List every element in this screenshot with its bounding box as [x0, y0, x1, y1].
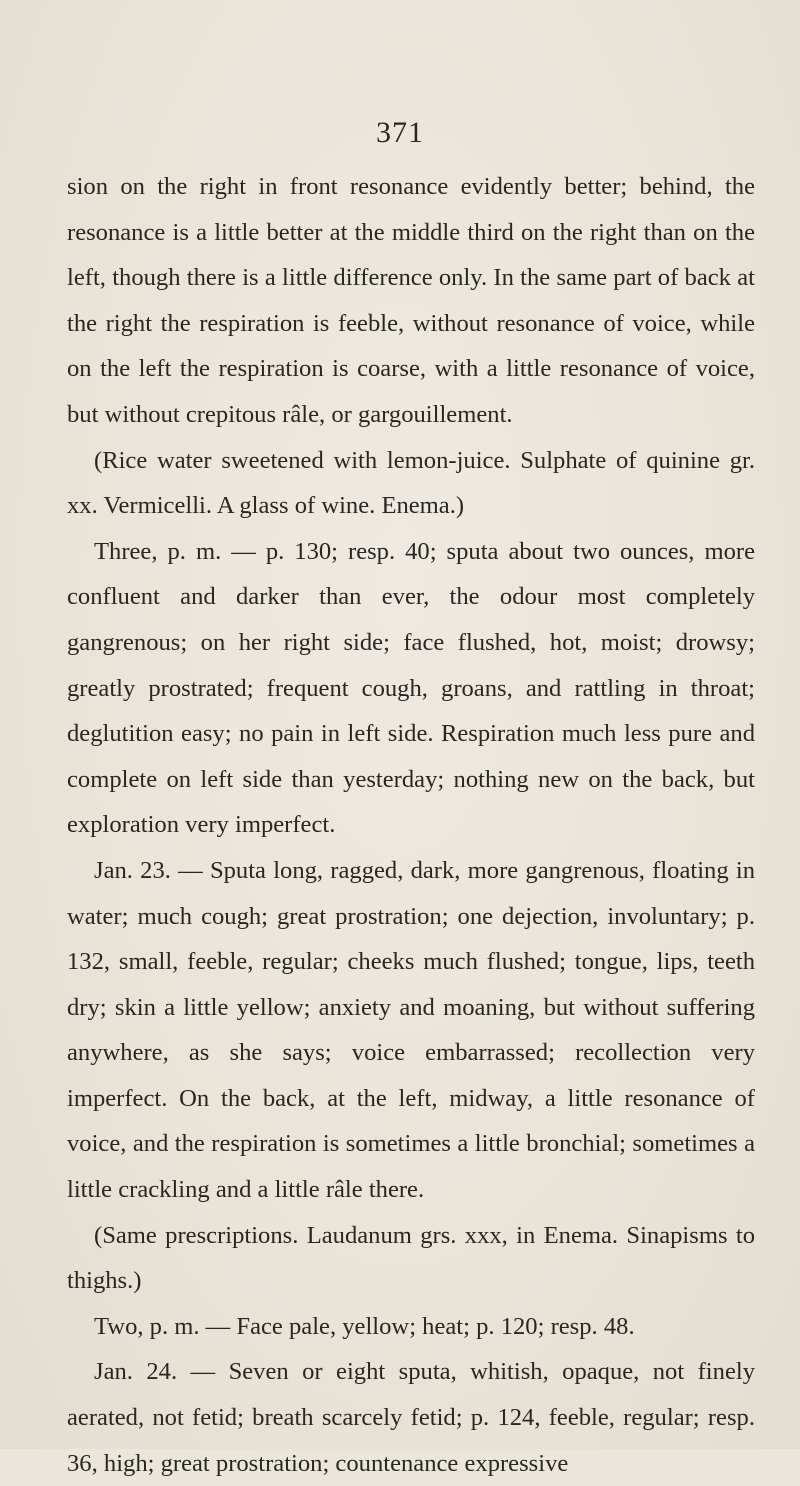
- body-text: [67, 164, 755, 1486]
- paragraph-three-pm: Three, p. m. — p. 130; resp. 40; sputa about two ounces, more confluent and darker than ever, the odour most completely gangrenous; on her right side; face flushed, hot, moist; drowsy; greatly prostrated; frequent cough, groans, and rattling in throat; deglutition easy; no pain in left side. Respiration much less pure and complete on left side than yesterday; nothing new on the back, but exploration very imperfect.: [67, 537, 755, 839]
- paragraph-prescription-2: (Same prescriptions. Laudanum grs. xxx, in Enema. Sinapisms to thighs.): [67, 1221, 755, 1295]
- paragraph-jan-23: Jan. 23. — Sputa long, ragged, dark, more gangrenous, floating in water; much cough; great prostration; one dejection, involuntary; p. 132, small, feeble, regular; cheeks much flushed; tongue, lips, teeth dry; skin a little yellow; anxiety and moaning, but without suffering anywhere, as she says; voice embarrassed; recollection very imperfect. On the back, at the left, midway, a little resonance of voice, and the respiration is sometimes a little bronchial; sometimes a little crackling and a little râle there.: [67, 856, 755, 1204]
- paragraph-two-pm: Two, p. m. — Face pale, yellow; heat; p. 120; resp. 48.: [94, 1312, 635, 1340]
- paragraph-prescription-1: (Rice water sweetened with lemon-juice. Sulphate of quinine gr. xx. Vermicelli. A glass of wine. Enema.): [67, 446, 755, 520]
- paragraph-jan-24: Jan. 24. — Seven or eight sputa, whitish, opaque, not finely aerated, not fetid; breath scarcely fetid; p. 124, feeble, regular; resp. 36, high; great prostration; countenance expressive: [67, 1358, 755, 1477]
- paragraph-continuation: sion on the right in front resonance evidently better; behind, the resonance is a little better at the middle third on the right than on the left, though there is a little difference only. In the same part of back at the right the respiration is feeble, without resonance of voice, while on the left the respiration is coarse, with a little resonance of voice, but without crepitous râle, or gargouillement.: [67, 173, 755, 428]
- page-number: 371: [376, 116, 424, 149]
